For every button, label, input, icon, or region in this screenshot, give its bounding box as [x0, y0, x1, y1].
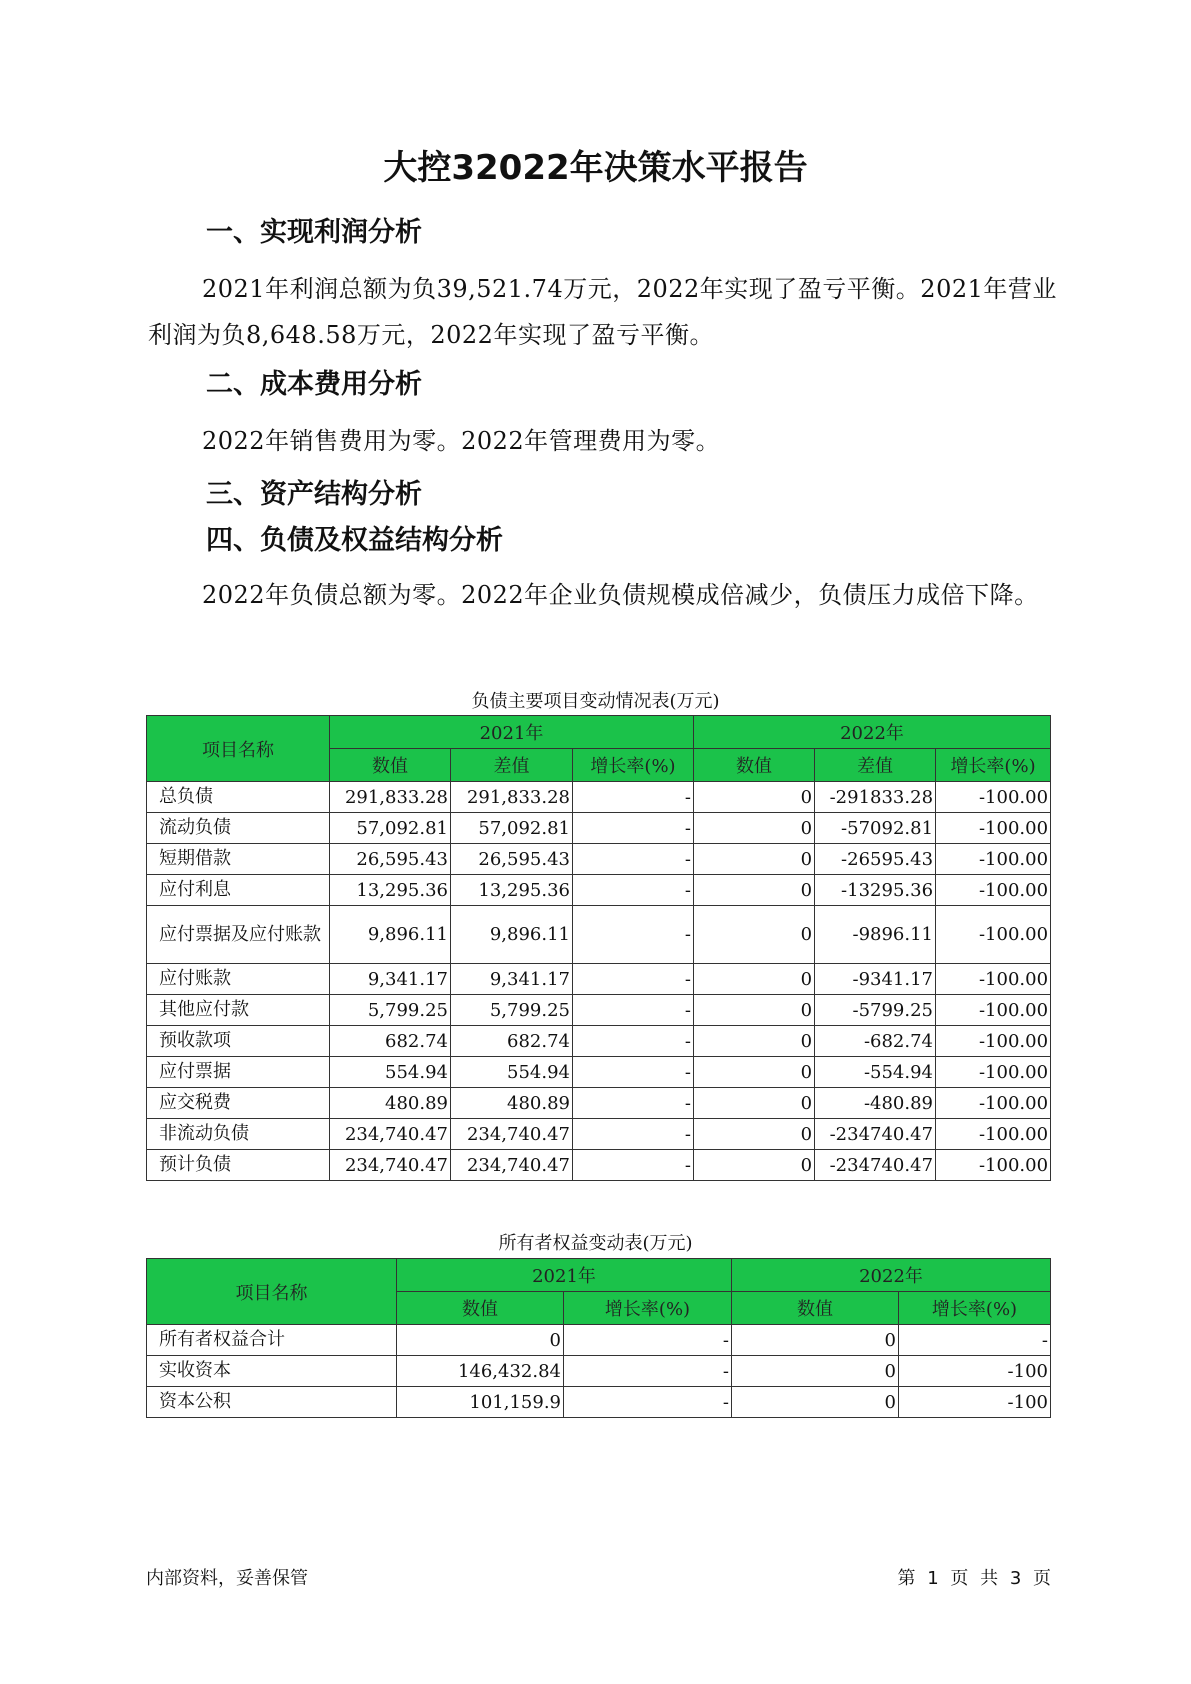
cell-value: 101,159.9	[397, 1387, 564, 1418]
cell-value: 0	[694, 1088, 815, 1119]
cell-value: -	[573, 844, 694, 875]
cell-value: 0	[694, 844, 815, 875]
table-row	[147, 782, 1051, 813]
cell-value: 0	[694, 906, 815, 964]
cell-value: -480.89	[815, 1088, 936, 1119]
cell-value: -100.00	[936, 844, 1051, 875]
table2-subheader: 数值	[397, 1292, 564, 1325]
cell-value: -	[573, 813, 694, 844]
cell-value: -9341.17	[815, 964, 936, 995]
table2-header-2022: 2022年	[732, 1259, 1051, 1292]
table2-subheader: 增长率(%)	[899, 1292, 1051, 1325]
cell-value: 13,295.36	[330, 875, 451, 906]
section-3-heading: 三、资产结构分析	[206, 479, 422, 510]
table2-subheader: 数值	[732, 1292, 899, 1325]
cell-value: 0	[694, 995, 815, 1026]
row-label: 预收款项	[147, 1026, 330, 1057]
row-label: 实收资本	[147, 1356, 397, 1387]
cell-value: -	[573, 995, 694, 1026]
table-row	[147, 844, 1051, 875]
cell-value: -682.74	[815, 1026, 936, 1057]
cell-value: -100.00	[936, 1057, 1051, 1088]
cell-value: 13,295.36	[451, 875, 573, 906]
cell-value: 9,341.17	[330, 964, 451, 995]
cell-value: -100.00	[936, 1119, 1051, 1150]
cell-value: 57,092.81	[451, 813, 573, 844]
table-row	[147, 995, 1051, 1026]
cell-value: -234740.47	[815, 1150, 936, 1181]
table1-subheader: 数值	[694, 749, 815, 782]
row-label: 应付利息	[147, 875, 330, 906]
cell-value: 234,740.47	[330, 1150, 451, 1181]
table1-subheader: 差值	[451, 749, 573, 782]
cell-value: -100.00	[936, 813, 1051, 844]
cell-value: 0	[694, 875, 815, 906]
cell-value: 0	[732, 1387, 899, 1418]
table-row	[147, 1088, 1051, 1119]
row-label: 短期借款	[147, 844, 330, 875]
equity-table	[146, 1258, 1051, 1418]
table1-subheader: 差值	[815, 749, 936, 782]
cell-value: -57092.81	[815, 813, 936, 844]
cell-value: -100.00	[936, 1026, 1051, 1057]
cell-value: 5,799.25	[330, 995, 451, 1026]
table1-subheader: 增长率(%)	[936, 749, 1051, 782]
table-row	[147, 1325, 1051, 1356]
section-1-text: 2021年利润总额为负39,521.74万元，2022年实现了盈亏平衡。2021年营业利润为负8,648.58万元，2022年实现了盈亏平衡。	[148, 275, 1057, 349]
cell-value: 234,740.47	[451, 1150, 573, 1181]
cell-value: -	[573, 1150, 694, 1181]
table2-caption: 所有者权益变动表(万元)	[498, 1233, 693, 1254]
table2-subheader: 增长率(%)	[564, 1292, 732, 1325]
table-row	[147, 1387, 1051, 1418]
cell-value: -	[573, 782, 694, 813]
cell-value: -291833.28	[815, 782, 936, 813]
cell-value: 234,740.47	[330, 1119, 451, 1150]
row-label: 应付账款	[147, 964, 330, 995]
cell-value: 9,896.11	[330, 906, 451, 964]
cell-value: -100	[899, 1387, 1051, 1418]
section-2-heading: 二、成本费用分析	[206, 369, 422, 400]
section-2-text: 2022年销售费用为零。2022年管理费用为零。	[202, 427, 721, 455]
cell-value: -100.00	[936, 1150, 1051, 1181]
table-row	[147, 1026, 1051, 1057]
liabilities-table	[146, 715, 1051, 1181]
cell-value: 291,833.28	[330, 782, 451, 813]
footer-confidential: 内部资料，妥善保管	[146, 1568, 308, 1589]
cell-value: -100.00	[936, 906, 1051, 964]
row-label: 应付票据及应付账款	[147, 906, 330, 964]
cell-value: -100.00	[936, 1088, 1051, 1119]
cell-value: 234,740.47	[451, 1119, 573, 1150]
row-label: 应交税费	[147, 1088, 330, 1119]
table-row	[147, 1057, 1051, 1088]
section-4-heading: 四、负债及权益结构分析	[206, 525, 503, 556]
row-label: 非流动负债	[147, 1119, 330, 1150]
cell-value: -	[573, 1119, 694, 1150]
cell-value: -234740.47	[815, 1119, 936, 1150]
cell-value: 26,595.43	[451, 844, 573, 875]
cell-value: 0	[694, 964, 815, 995]
table-row	[147, 813, 1051, 844]
table1-caption: 负债主要项目变动情况表(万元)	[471, 691, 720, 712]
cell-value: -	[573, 875, 694, 906]
table1-subheader: 增长率(%)	[573, 749, 694, 782]
row-label: 所有者权益合计	[147, 1325, 397, 1356]
cell-value: 682.74	[451, 1026, 573, 1057]
cell-value: -	[573, 964, 694, 995]
cell-value: 0	[694, 782, 815, 813]
table-row	[147, 906, 1051, 964]
cell-value: -	[899, 1325, 1051, 1356]
row-label: 应付票据	[147, 1057, 330, 1088]
cell-value: 9,896.11	[451, 906, 573, 964]
cell-value: 0	[694, 1119, 815, 1150]
table-row	[147, 1119, 1051, 1150]
cell-value: -13295.36	[815, 875, 936, 906]
table1-subheader: 数值	[330, 749, 451, 782]
cell-value: 9,341.17	[451, 964, 573, 995]
cell-value: 0	[694, 813, 815, 844]
section-1-heading: 一、实现利润分析	[206, 217, 422, 248]
cell-value: 0	[732, 1356, 899, 1387]
cell-value: -	[573, 906, 694, 964]
cell-value: -9896.11	[815, 906, 936, 964]
cell-value: -554.94	[815, 1057, 936, 1088]
cell-value: -100.00	[936, 782, 1051, 813]
cell-value: 57,092.81	[330, 813, 451, 844]
section-4-text: 2022年负债总额为零。2022年企业负债规模成倍减少，负债压力成倍下降。	[202, 581, 1039, 609]
table2-header-2021: 2021年	[397, 1259, 732, 1292]
cell-value: 0	[694, 1026, 815, 1057]
cell-value: 480.89	[451, 1088, 573, 1119]
cell-value: 291,833.28	[451, 782, 573, 813]
row-label: 流动负债	[147, 813, 330, 844]
table1-header-2021: 2021年	[330, 716, 694, 749]
footer-page-number: 第 1 页 共 3 页	[897, 1568, 1051, 1589]
cell-value: 554.94	[330, 1057, 451, 1088]
document-title: 大控32022年决策水平报告	[383, 148, 808, 188]
cell-value: 682.74	[330, 1026, 451, 1057]
cell-value: 0	[694, 1057, 815, 1088]
cell-value: -100.00	[936, 875, 1051, 906]
cell-value: -100	[899, 1356, 1051, 1387]
cell-value: -	[564, 1325, 732, 1356]
row-label: 预计负债	[147, 1150, 330, 1181]
cell-value: -100.00	[936, 964, 1051, 995]
table-row	[147, 1150, 1051, 1181]
table2-header-item: 项目名称	[147, 1259, 397, 1325]
cell-value: -100.00	[936, 995, 1051, 1026]
cell-value: 26,595.43	[330, 844, 451, 875]
cell-value: -5799.25	[815, 995, 936, 1026]
cell-value: -	[564, 1387, 732, 1418]
cell-value: 146,432.84	[397, 1356, 564, 1387]
cell-value: -	[564, 1356, 732, 1387]
table-row	[147, 1356, 1051, 1387]
cell-value: 5,799.25	[451, 995, 573, 1026]
cell-value: -	[573, 1026, 694, 1057]
cell-value: -26595.43	[815, 844, 936, 875]
cell-value: 0	[732, 1325, 899, 1356]
table-row	[147, 875, 1051, 906]
cell-value: -	[573, 1088, 694, 1119]
cell-value: 0	[397, 1325, 564, 1356]
cell-value: 480.89	[330, 1088, 451, 1119]
table-row	[147, 964, 1051, 995]
cell-value: 554.94	[451, 1057, 573, 1088]
row-label: 总负债	[147, 782, 330, 813]
cell-value: -	[573, 1057, 694, 1088]
table1-header-item: 项目名称	[147, 716, 330, 782]
row-label: 资本公积	[147, 1387, 397, 1418]
table1-header-2022: 2022年	[694, 716, 1051, 749]
row-label: 其他应付款	[147, 995, 330, 1026]
cell-value: 0	[694, 1150, 815, 1181]
